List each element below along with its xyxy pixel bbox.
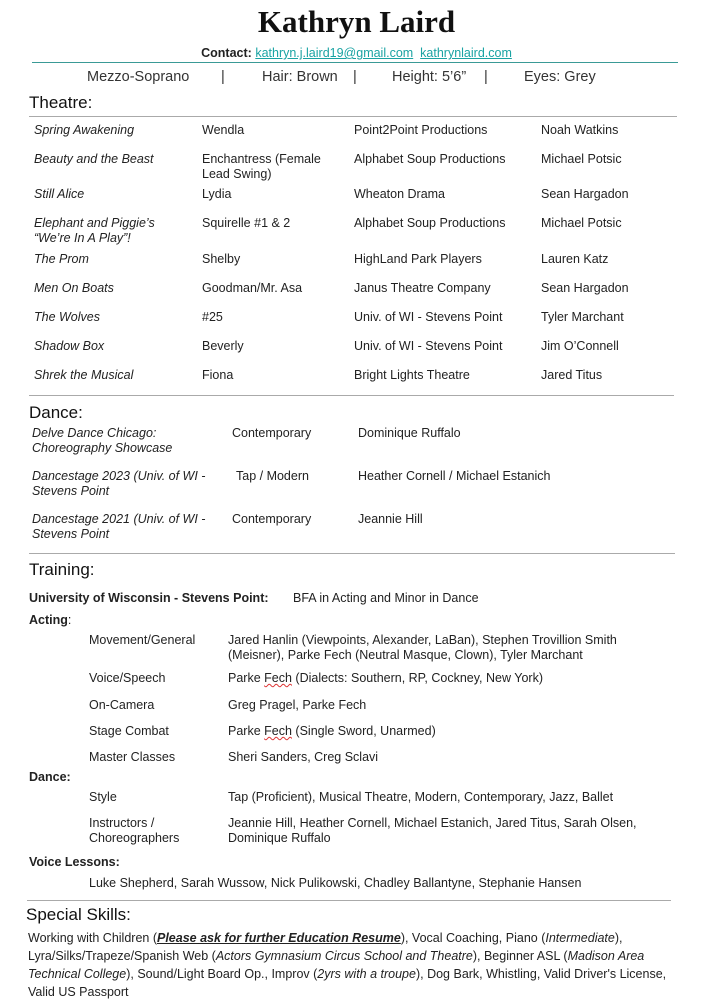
theatre-role: Goodman/Mr. Asa: [202, 281, 303, 295]
stat-separator: |: [353, 69, 357, 85]
theatre-show: Elephant and Piggie’s “We’re In A Play”!: [34, 216, 155, 245]
stat-separator: |: [221, 69, 225, 85]
training-degree: BFA in Acting and Minor in Dance: [293, 591, 479, 605]
theatre-director: Tyler Marchant: [541, 310, 624, 324]
website-link[interactable]: kathrynlaird.com: [420, 46, 512, 60]
training-label: Instructors / Choreographers: [89, 816, 180, 845]
training-label: Master Classes: [89, 750, 176, 764]
theatre-role: Enchantress (Female Lead Swing): [202, 152, 321, 181]
theatre-show: The Prom: [34, 252, 89, 266]
training-label: Style: [89, 790, 117, 804]
resume-name: Kathryn Laird: [257, 4, 456, 39]
section-divider: [29, 553, 675, 554]
theatre-company: Alphabet Soup Productions: [354, 152, 506, 166]
theatre-director: Lauren Katz: [541, 252, 609, 266]
stat-voice-type: Mezzo-Soprano: [87, 69, 190, 85]
section-divider: [29, 116, 677, 117]
theatre-company: Janus Theatre Company: [354, 281, 491, 295]
training-value: Parke Fech (Single Sword, Unarmed): [228, 724, 436, 738]
theatre-role: Beverly: [202, 339, 244, 353]
theatre-company: Bright Lights Theatre: [354, 368, 470, 382]
training-value: Jared Hanlin (Viewpoints, Alexander, LaBan), Stephen Trovillion Smith (Meisner), Parke Fech (Neutral Masque, Clown), Tyler Marchant: [228, 633, 617, 662]
dance-choreographer: Jeannie Hill: [358, 512, 423, 526]
acting-colon: :: [67, 613, 72, 627]
theatre-show: Beauty and the Beast: [34, 152, 154, 166]
dance-style: Contemporary: [232, 512, 312, 526]
training-voice-heading: Voice Lessons:: [29, 855, 120, 869]
dance-style: Contemporary: [232, 426, 312, 440]
theatre-show: Shadow Box: [34, 339, 105, 353]
special-skills-text: Working with Children (Please ask for further Education Resume), Vocal Coaching, Piano (Intermediate), Lyra/Silks/Trapeze/Spanish Web (Actors Gymnasium Circus School and Theatre), Beginner ASL (Madison Area Technical College), Sound/Light Board Op., Improv (2yrs with a troupe), Dog Bark, Whistling, Valid Driver's License, Valid US Passport: [28, 931, 667, 999]
training-label: Stage Combat: [89, 724, 169, 738]
training-school: University of Wisconsin - Stevens Point:: [29, 591, 269, 605]
theatre-director: Jim O’Connell: [541, 339, 619, 353]
theatre-company: HighLand Park Players: [354, 252, 482, 266]
contact-label: Contact:: [201, 46, 252, 60]
training-value: Jeannie Hill, Heather Cornell, Michael Estanich, Jared Titus, Sarah Olsen, Dominique Ruffalo: [228, 816, 637, 845]
theatre-show: The Wolves: [34, 310, 100, 324]
theatre-company: Wheaton Drama: [354, 187, 446, 201]
theatre-company: Univ. of WI - Stevens Point: [354, 339, 503, 353]
training-voice-teachers: Luke Shepherd, Sarah Wussow, Nick Pulikowski, Chadley Ballantyne, Stephanie Hansen: [89, 876, 582, 890]
stat-separator: |: [484, 69, 488, 85]
training-dance-heading: Dance:: [29, 770, 71, 784]
training-value: Sheri Sanders, Creg Sclavi: [228, 750, 379, 764]
section-heading-theatre: Theatre:: [29, 93, 93, 112]
theatre-company: Univ. of WI - Stevens Point: [354, 310, 503, 324]
contact-line: [0, 46, 713, 60]
theatre-show: Still Alice: [34, 187, 85, 201]
training-acting-heading: [29, 613, 71, 628]
theatre-director: Michael Potsic: [541, 152, 622, 166]
education-resume-note: Please ask for further Education Resume: [156, 931, 401, 945]
theatre-director: Noah Watkins: [541, 123, 619, 137]
theatre-director: Michael Potsic: [541, 216, 622, 230]
dance-choreographer: Dominique Ruffalo: [358, 426, 461, 440]
section-heading-training: Training:: [29, 560, 95, 579]
theatre-company: Alphabet Soup Productions: [354, 216, 506, 230]
acting-label: Acting: [29, 613, 68, 627]
dance-style: Tap / Modern: [236, 469, 309, 483]
theatre-role: Shelby: [202, 252, 241, 266]
theatre-show: Spring Awakening: [34, 123, 135, 137]
training-value: Greg Pragel, Parke Fech: [228, 698, 367, 712]
theatre-director: Sean Hargadon: [541, 281, 629, 295]
dance-production: Delve Dance Chicago: Choreography Showcase: [32, 426, 173, 455]
section-heading-dance: Dance:: [29, 403, 83, 422]
theatre-role: Fiona: [202, 368, 234, 382]
training-value: Parke Fech (Dialects: Southern, RP, Cockney, New York): [228, 671, 543, 685]
theatre-role: #25: [202, 310, 223, 324]
stat-eyes: Eyes: Grey: [524, 69, 596, 85]
header-divider: [32, 62, 678, 63]
theatre-show: Shrek the Musical: [34, 368, 134, 382]
theatre-role: Squirelle #1 & 2: [202, 216, 291, 230]
stat-hair: Hair: Brown: [262, 69, 338, 85]
theatre-show: Men On Boats: [34, 281, 114, 295]
dance-choreographer: Heather Cornell / Michael Estanich: [358, 469, 551, 483]
theatre-role: Wendla: [202, 123, 245, 137]
section-heading-skills: Special Skills:: [26, 905, 131, 924]
email-link[interactable]: kathryn.j.laird19@gmail.com: [255, 46, 414, 60]
training-value: Tap (Proficient), Musical Theatre, Modern, Contemporary, Jazz, Ballet: [228, 790, 614, 804]
theatre-director: Jared Titus: [541, 368, 603, 382]
training-label: On-Camera: [89, 698, 155, 712]
stat-height: Height: 5’6”: [392, 69, 467, 85]
section-divider: [29, 395, 674, 396]
dance-production: Dancestage 2021 (Univ. of WI - Stevens Point: [32, 512, 206, 541]
theatre-role: Lydia: [202, 187, 232, 201]
theatre-company: Point2Point Productions: [354, 123, 488, 137]
theatre-director: Sean Hargadon: [541, 187, 629, 201]
section-divider: [27, 900, 671, 901]
dance-production: Dancestage 2023 (Univ. of WI - Stevens Point: [32, 469, 206, 498]
training-label: Voice/Speech: [89, 671, 166, 685]
training-label: Movement/General: [89, 633, 196, 647]
